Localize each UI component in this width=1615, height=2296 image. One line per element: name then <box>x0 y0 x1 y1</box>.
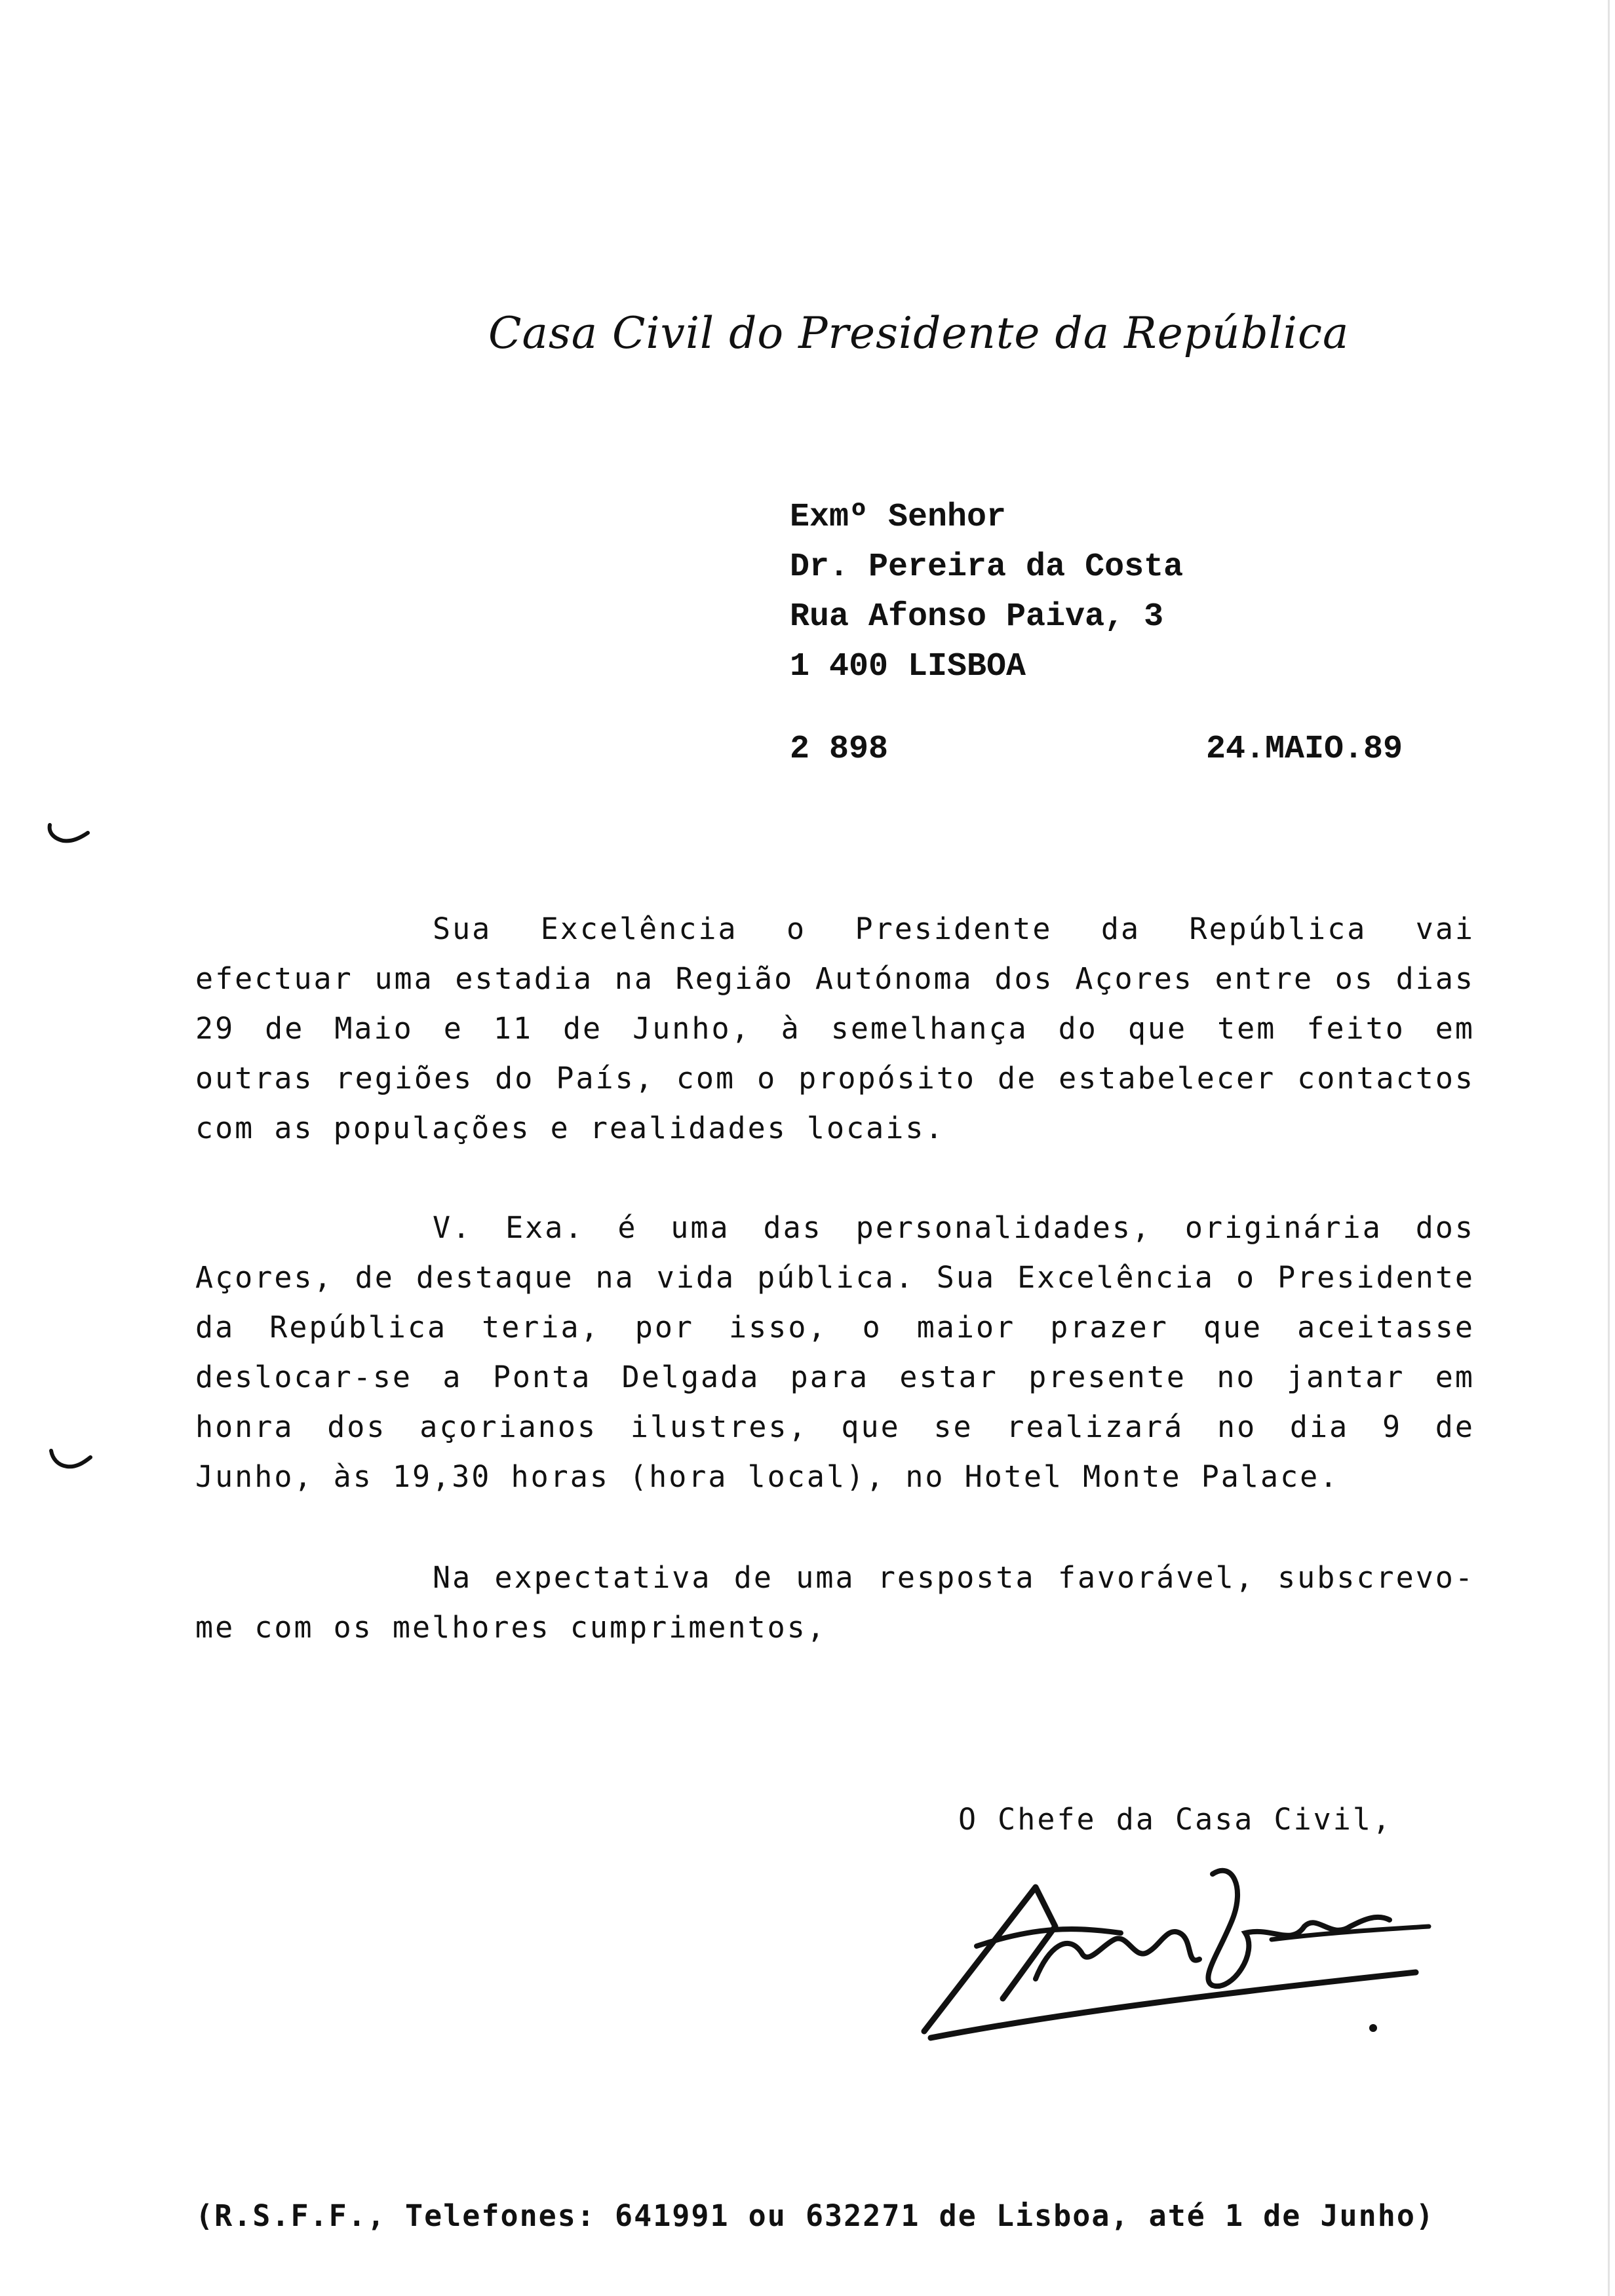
paragraph-text: Sua Excelência o Presidente da República vai efectuar uma estadia na Região Autónoma dos Açores entre os dias 29 de Maio e 11 de Junho, à semelhança do que tem feito em outras regiões do País, com o propósito de estabelecer contactos com as populações e realidades locais. <box>195 911 1475 1145</box>
handwritten-signature <box>905 1848 1455 2044</box>
body-paragraph <box>195 1553 1475 1653</box>
recipient-line: Rua Afonso Paiva, 3 <box>790 598 1164 636</box>
recipient-line: Exmº Senhor <box>790 499 1007 536</box>
closing-line: O Chefe da Casa Civil, <box>958 1802 1393 1837</box>
letterhead: Casa Civil do Presidente da República <box>488 308 1350 358</box>
recipient-address <box>790 493 1183 692</box>
paragraph-text: V. Exa. é uma das personalidades, originária dos Açores, de destaque na vida pública. Sua Excelência o Presidente da República teria, por isso, o maior prazer que aceitasse deslocar-se a Ponta Delgada para estar presente no jantar em honra dos açorianos ilustres, que se realizará no dia 9 de Junho, às 19,30 horas (hora local), no Hotel Monte Palace. <box>195 1210 1475 1494</box>
letter-date: 24.MAIO.89 <box>1205 731 1403 768</box>
paragraph-text: Na expectativa de uma resposta favorável, subscrevo-me com os melhores cumprimentos, <box>195 1560 1475 1645</box>
recipient-line: Dr. Pereira da Costa <box>790 548 1184 586</box>
footer-note: (R.S.F.F., Telefones: 641991 ou 632271 de Lisboa, até 1 de Junho) <box>195 2198 1435 2233</box>
body-paragraph <box>195 904 1475 1153</box>
margin-tick-mark <box>47 1448 93 1474</box>
page-edge-line <box>1608 0 1610 2296</box>
margin-tick-mark <box>45 822 90 849</box>
reference-line <box>790 731 1403 768</box>
reference-number: 2 898 <box>790 731 889 768</box>
recipient-line: 1 400 LISBOA <box>790 648 1026 685</box>
body-paragraph <box>195 1203 1475 1502</box>
